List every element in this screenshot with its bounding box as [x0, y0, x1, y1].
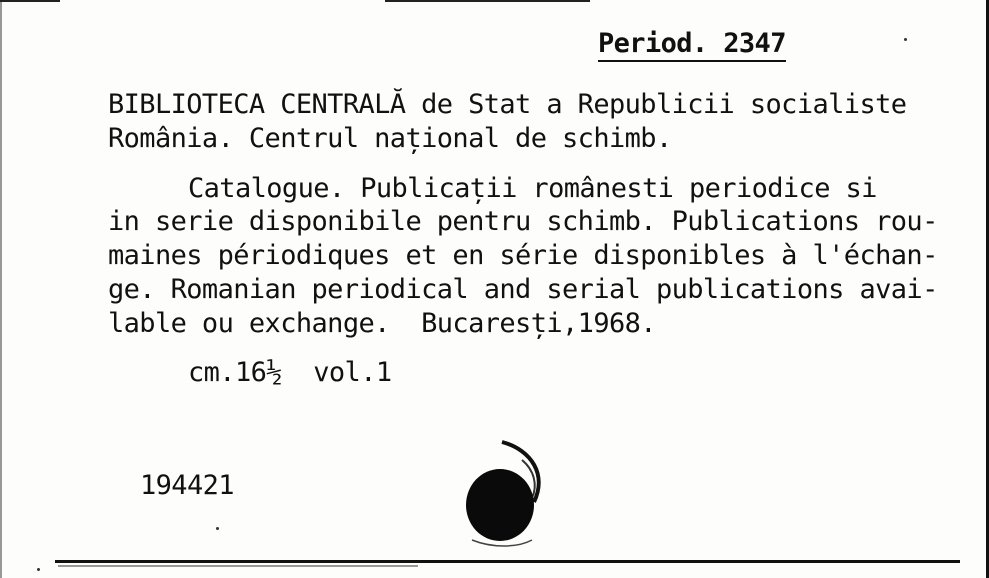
card-line-5: maines périodiques et en série disponibles à l'échan-: [108, 240, 938, 271]
bottom-rule-shadow: [58, 565, 418, 567]
card-left-edge: [0, 0, 2, 578]
speck: [904, 38, 907, 41]
card-top-edge-left: [0, 0, 60, 2]
card-line-2: România. Centrul național de schimb.: [108, 123, 672, 154]
card-line-1: BIBLIOTECA CENTRALĂ de Stat a Republicii socialiste: [108, 89, 907, 120]
card-line-4: in serie disponibile pentru schimb. Publications rou-: [108, 206, 938, 237]
card-top-edge-mid: [385, 0, 590, 2]
card-collation: cm.16½ vol.1: [188, 357, 392, 388]
accession-number: 194421: [140, 470, 234, 501]
bottom-rule: [55, 560, 960, 563]
speck: [37, 568, 40, 571]
speck: [216, 527, 219, 530]
card-line-6: ge. Romanian periodical and serial publications avai-: [108, 274, 938, 305]
call-number: Period. 2347: [598, 28, 786, 62]
card-line-3: Catalogue. Publicații românesti periodice si: [188, 173, 877, 204]
punch-hole-icon: [462, 440, 562, 550]
card-line-7: lable ou exchange. Bucaresți,1968.: [108, 308, 656, 339]
